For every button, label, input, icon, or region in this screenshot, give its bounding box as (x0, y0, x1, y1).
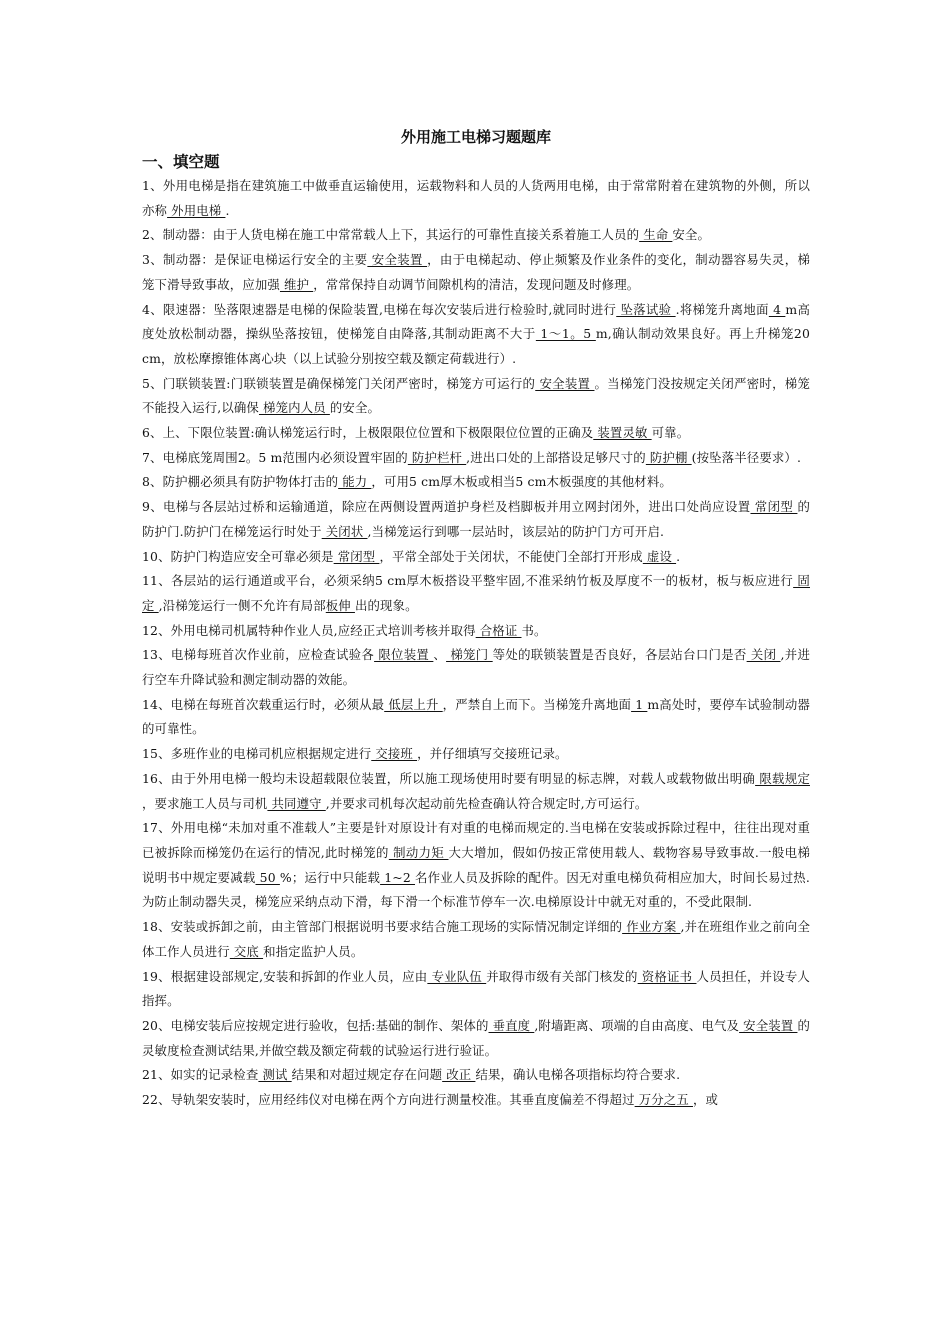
answer-blank: 资格证书 (637, 968, 697, 984)
question-text: ，并仔细填写交接班记录。 (417, 746, 568, 762)
answer-blank: 安全装置 (739, 1017, 798, 1033)
question-18 (142, 915, 810, 964)
question-text: 。当梯笼门没按规定关闭严密时，梯笼不能投入运行,以确保 (142, 375, 810, 416)
question-text: (按坠落半径要求）. (691, 449, 802, 465)
question-text: 12、外用电梯司机属特种作业人员,应经正式培训考核并取得 (142, 622, 476, 638)
question-text: 的防护门.防护门在梯笼运行时处于 (142, 499, 810, 539)
answer-blank: 1 (631, 696, 648, 712)
question-text: 出的现象。 (354, 597, 418, 613)
question-text: ，由于电梯起动、停止频繁及作业条件的变化，制动器容易失灵，梯笼下滑导致事故，应加强 (142, 252, 811, 292)
answer-blank: 共同遵守 (267, 795, 326, 811)
question-17 (142, 816, 810, 915)
question-text: 结果和对超过规定存在问题 (291, 1067, 443, 1083)
question-text: 4、限速器：坠落限速器是电梯的保险装置,电梯在每次安装后进行检验时,就同时进行 (142, 301, 617, 317)
question-text: ,并要求司机每次起动前先检查确认符合规定时,方可运行。 (325, 795, 648, 811)
answer-blank: 梯笼门 (446, 647, 493, 663)
question-text: 8、防护棚必须具有防护物体打击的 (142, 474, 339, 490)
question-text: 15、多班作业的电梯司机应根据规定进行 (142, 746, 372, 762)
question-6 (142, 421, 810, 446)
question-9 (142, 495, 810, 544)
question-8 (142, 470, 810, 495)
question-text: 22、导轨架安装时，应用经纬仪对电梯在两个方向进行测量校准。其垂直度偏差不得超过 (142, 1092, 635, 1108)
answer-blank: 梯笼内人员 (258, 400, 330, 416)
answer-blank: 安全装置 (367, 252, 428, 268)
answer-blank: 能力 (338, 474, 372, 490)
answer-blank: 4 (768, 301, 786, 317)
question-text: 人员担任，并设专人指挥。 (142, 968, 810, 1009)
question-text: 3、制动器：是保证电梯运行安全的主要 (142, 252, 368, 268)
question-12 (142, 619, 810, 644)
answer-blank: 测试 (258, 1067, 292, 1083)
question-text: 11、各层站的运行通道或平台，必须采纳5 cm厚木板搭设平整牢固,不准采纳竹板及厚度不一的板材，板与板应进行 (142, 573, 794, 589)
document-page (142, 124, 810, 1113)
question-4 (142, 298, 810, 372)
question-10 (142, 545, 810, 570)
question-text: 名作业人员及拆除的配件。因无对重电梯负荷相应加大，时间长易过热.为防止制动器失灵，梯笼应采纳点动下滑，每下滑一个标准节停车一次.电梯原设计中就无对重的，不受此限制. (142, 869, 811, 910)
answer-blank: 改正 (442, 1067, 476, 1083)
answer-blank: 外用电梯 (167, 202, 226, 218)
question-text: 可靠。 (651, 425, 690, 441)
question-text: 7、电梯底笼周围2。5 m范围内必须设置牢固的 (142, 449, 408, 465)
question-11 (142, 569, 810, 618)
question-3 (142, 248, 810, 297)
question-text: 21、如实的记录检查 (142, 1067, 259, 1083)
question-text: m高度处放松制动器，操纵坠落按钮，使梯笼自由降落,其制动距离不大于 (142, 301, 810, 342)
question-text: 18、安装或拆卸之前，由主管部门根据说明书要求结合施工现场的实际情况制定详细的 (142, 919, 623, 935)
question-15 (142, 742, 810, 767)
answer-blank: 交底 (229, 943, 264, 959)
question-text: 14、电梯在每班首次载重运行时，必须从最 (142, 696, 385, 712)
answer-blank: 关闭状 (321, 523, 368, 539)
question-text: m高处时，要停车试验制动器的可靠性。 (142, 696, 810, 737)
question-13 (142, 643, 810, 692)
question-text: 19、根据建设部规定,安装和拆卸的作业人员，应由 (142, 968, 428, 984)
question-text: ，平常全部处于关闭状，不能使门全部打开形成 (379, 548, 643, 564)
question-16 (142, 767, 810, 816)
answer-blank: 万分之五 (634, 1092, 693, 1108)
question-text: 13、电梯每班首次作业前，应检查试验各 (142, 647, 375, 663)
question-21 (142, 1063, 810, 1088)
question-text: .将梯笼升离地面 (675, 301, 769, 317)
question-text: ,附墙距离、项端的自由高度、电气及 (534, 1017, 740, 1033)
question-22 (142, 1088, 810, 1113)
answer-blank: 常闭型 (333, 548, 380, 564)
question-text: 17、外用电梯“未加对重不准载人”主要是针对原设计有对重的电梯而规定的.当电梯在安装或拆除过程中，往往出现对重已被拆除而梯笼仍在运行的情况,此时梯笼的 (142, 820, 810, 860)
question-text: . (225, 202, 230, 218)
question-text: 9、电梯与各层站过桥和运输通道，除应在两侧设置两道护身栏及档脚板并用立网封闭外，进出口处尚应设置 (142, 499, 751, 515)
question-text: 的灵敏度检查测试结果,并做空载及额定荷载的试验运行进行验证。 (142, 1017, 810, 1058)
question-text: ,沿梯笼运行一侧不允许有局部 (158, 597, 326, 613)
question-text: . (676, 548, 681, 564)
answer-blank: 1～1。5 (535, 326, 596, 342)
question-text: 1、外用电梯是指在建筑施工中做垂直运输使用，运载物料和人员的人货两用电梯，由于常常附着在建筑物的外侧，所以亦称 (142, 178, 810, 218)
question-text: 、 (433, 647, 447, 663)
question-19 (142, 965, 810, 1014)
answer-blank: 固定 (142, 573, 810, 613)
question-text: ，严禁自上而下。当梯笼升离地面 (442, 696, 632, 712)
answer-blank: 虚设 (642, 548, 677, 564)
answer-blank: 专业队伍 (427, 968, 487, 984)
question-text: 结果，确认电梯各项指标均符合要求. (475, 1067, 681, 1083)
question-text: ，可用5 cm厚木板或相当5 cm木板强度的其他材料。 (371, 474, 672, 490)
answer-blank: 常闭型 (750, 499, 798, 515)
document-title: 外用施工电梯习题题库 (400, 128, 551, 146)
question-text: 10、防护门构造应安全可靠必须是 (142, 548, 334, 564)
answer-blank: 安全装置 (535, 375, 595, 391)
answer-blank: 板伸 (325, 597, 355, 613)
answer-blank: 坠落试验 (616, 301, 676, 317)
question-text: 6、上、下限位装置:确认梯笼运行时，上极限限位位置和下极限限位位置的正确及 (142, 425, 594, 441)
answer-blank: 低层上升 (384, 696, 443, 712)
question-text: 和指定监护人员。 (263, 943, 364, 959)
question-text: 20、电梯安装后应按规定进行验收，包括:基础的制作、架体的 (142, 1017, 489, 1033)
question-text: ，要求施工人员与司机 (142, 795, 268, 811)
answer-blank: 合格证 (475, 622, 522, 638)
answer-blank: 1~2 (380, 869, 416, 885)
question-text: 的安全。 (329, 400, 381, 416)
question-1 (142, 174, 810, 223)
answer-blank: 生命 (639, 227, 673, 243)
question-list (142, 174, 810, 1113)
answer-blank: 维护 (279, 276, 314, 292)
section-heading: 一、填空题 (142, 153, 220, 171)
answer-blank: 作业方案 (622, 919, 681, 935)
answer-blank: 装置灵敏 (593, 425, 652, 441)
answer-blank: 垂直度 (488, 1017, 535, 1033)
question-text: ，或 (692, 1092, 719, 1108)
answer-blank: 关闭 (746, 647, 781, 663)
question-text: 安全。 (672, 227, 711, 243)
question-text: 16、由于外用电梯一般均未设超载限位装置，所以施工现场使用时要有明显的标志牌，对载人或载物做出明确 (142, 770, 756, 786)
question-text: 并取得市级有关部门核发的 (486, 968, 638, 984)
question-text: ,并进行空车升降试验和测定制动器的效能。 (142, 647, 810, 688)
question-text: 大大增加，假如仍按正常使用载人、载物容易导致事故.一般电梯说明书中规定要减载 (142, 844, 810, 885)
question-text: ,并在班组作业之前向全体工作人员进行 (142, 919, 810, 959)
question-text: %；运行中只能载 (279, 869, 381, 885)
answer-blank: 50 (255, 869, 280, 885)
answer-blank: 限载规定 (755, 770, 810, 786)
answer-blank: 制动力矩 (388, 844, 449, 860)
answer-blank: 防护栏杆 (407, 449, 467, 465)
question-20 (142, 1014, 810, 1063)
question-text: 2、制动器：由于人货电梯在施工中常常载人上下，其运行的可靠性直接关系着施工人员的 (142, 227, 640, 243)
question-14 (142, 693, 810, 742)
question-5 (142, 372, 810, 421)
answer-blank: 防护棚 (645, 449, 692, 465)
question-text: 5、门联锁装置:门联锁装置是确保梯笼门关闭严密时，梯笼方可运行的 (142, 375, 536, 391)
question-text: 等处的联锁装置是否良好，各层站台口门是否 (492, 647, 747, 663)
answer-blank: 限位装置 (374, 647, 434, 663)
question-2 (142, 223, 810, 248)
question-text: ,当梯笼运行到哪一层站时，该层站的防护门方可开启. (367, 523, 665, 539)
question-text: m,确认制动效果良好。再上升梯笼20 cm，放松摩擦锥体离心块（以上试验分别按空载及额定荷载进行）. (142, 326, 811, 366)
question-7 (142, 446, 810, 471)
question-text: 书。 (521, 622, 547, 638)
question-text: ，常常保持自动调节间隙机构的清洁，发现问题及时修理。 (313, 276, 640, 292)
question-text: ,进出口处的上部搭设足够尺寸的 (466, 449, 646, 465)
answer-blank: 交接班 (371, 746, 418, 762)
